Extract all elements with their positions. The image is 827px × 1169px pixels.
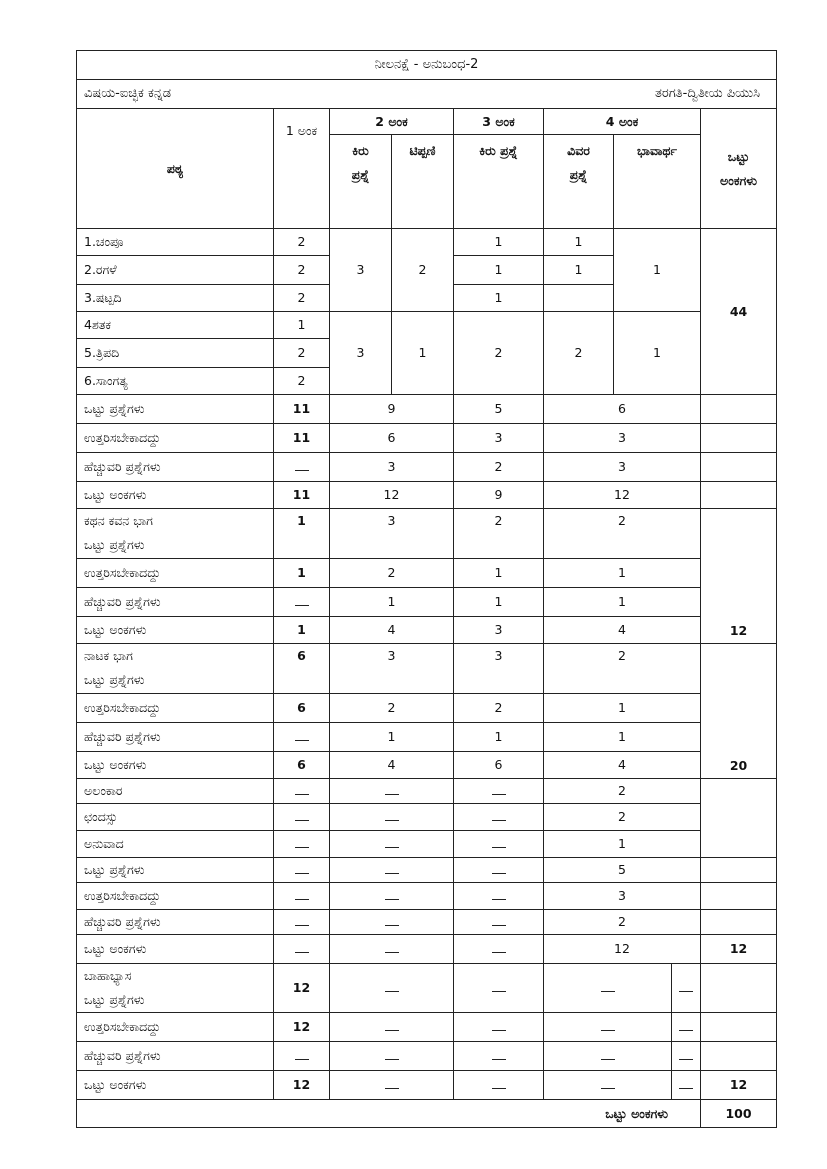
summary-label: ಹೆಚ್ಚುವರಿ ಪ್ರಶ್ನೆಗಳು: [77, 910, 274, 935]
comprehension-total-cell: 12: [701, 1071, 777, 1100]
one-mark-cell: 2: [274, 256, 330, 285]
two-mark-note-cell: 1: [392, 312, 454, 395]
lesson-name: 2.ರಗಳೆ: [77, 256, 274, 285]
extra-cell: [672, 1071, 701, 1100]
four-mark-cell: 1: [544, 694, 701, 723]
three-mark-cell: 1: [454, 588, 544, 617]
three-mark-cell: [454, 910, 544, 935]
summary-label: ಒಟ್ಟು ಅಂಕಗಳು: [77, 752, 274, 779]
three-mark-cell: 3: [454, 644, 544, 694]
lesson-header: ಪಠ್ಯ: [77, 109, 274, 229]
section-sub: ಒಟ್ಟು ಪ್ರಶ್ನೆಗಳು: [84, 672, 145, 687]
two-mark-cell: 4: [330, 617, 454, 644]
four-mark-cell: [544, 964, 672, 1013]
summary-label: ಒಟ್ಟು ಅಂಕಗಳು: [77, 935, 274, 964]
four-mark-cell: 1: [544, 559, 701, 588]
four-mark-cell: [544, 1042, 672, 1071]
three-mark-cell: [454, 1071, 544, 1100]
grammar-label: ಛಂದಸ್ಸು: [77, 804, 274, 831]
section-title: ನಾಟಕ ಭಾಗ: [84, 648, 133, 663]
dash-mark: [492, 810, 506, 821]
one-mark-cell: 2: [274, 368, 330, 395]
one-mark-cell: 12: [274, 1013, 330, 1042]
four-mark-cell: 3: [544, 883, 701, 910]
summary-label: ಒಟ್ಟು ಅಂಕಗಳು: [77, 1071, 274, 1100]
three-mark-cell: 1: [454, 229, 544, 256]
one-mark-cell: 6: [274, 752, 330, 779]
three-mark-cell: [454, 804, 544, 831]
one-mark-cell: 1: [274, 312, 330, 339]
dash-mark: [385, 889, 399, 900]
one-mark-cell: 2: [274, 285, 330, 312]
grand-total-value: 100: [701, 1100, 777, 1128]
three-mark-cell: [454, 883, 544, 910]
dash-mark: [295, 595, 309, 606]
four-mark-cell: 1: [544, 588, 701, 617]
one-mark-cell: 1: [274, 509, 330, 559]
summary-label: ಉತ್ತರಿಸಬೇಕಾದದ್ದು: [77, 559, 274, 588]
drama-total-cell: 20: [701, 644, 777, 779]
two-mark-cell: [330, 779, 454, 804]
dash-mark: [385, 810, 399, 821]
dash-mark: [679, 981, 693, 992]
four-mark-cell: [544, 1071, 672, 1100]
three-mark-cell: 1: [454, 256, 544, 285]
two-mark-cell: 1: [330, 588, 454, 617]
three-mark-cell: 2: [454, 509, 544, 559]
class-label: ತರಗತಿ-ದ್ವಿತೀಯ ಪಿಯುಸಿ: [654, 86, 761, 101]
summary-label: ಉತ್ತರಿಸಬೇಕಾದದ್ದು: [77, 424, 274, 453]
four-mark-cell: [544, 1013, 672, 1042]
section-title: ಬಾಹಾಭ್ಯಾಸ: [84, 968, 132, 983]
total-cell: [701, 482, 777, 509]
section-sub: ಒಟ್ಟು ಪ್ರಶ್ನೆಗಳು: [84, 992, 145, 1007]
grammar-total-cell: 12: [701, 935, 777, 964]
meaning-cell: 1: [614, 312, 701, 395]
page-title: ನೀಲನಕ್ಷೆ - ಅನುಬಂಧ-2: [77, 51, 777, 80]
dash-mark: [492, 915, 506, 926]
extra-cell: [672, 1042, 701, 1071]
summary-label: ಒಟ್ಟು ಪ್ರಶ್ನೆಗಳು: [77, 395, 274, 424]
one-mark-cell: 6: [274, 644, 330, 694]
two-mark-cell: [330, 1071, 454, 1100]
detail-line2: ಪ್ರಶ್ನೆ: [569, 167, 588, 182]
one-mark-cell: 1: [274, 559, 330, 588]
short-question-3-header: ಕಿರು ಪ್ರಶ್ನೆ: [454, 135, 544, 229]
one-mark-cell: [274, 1042, 330, 1071]
lesson-name: 6.ಸಾಂಗತ್ಯ: [77, 368, 274, 395]
four-mark-cell: 6: [544, 395, 701, 424]
dash-mark: [385, 981, 399, 992]
four-mark-cell: 12: [544, 482, 701, 509]
section-sub: ಒಟ್ಟು ಪ್ರಶ್ನೆಗಳು: [84, 537, 145, 552]
one-mark-header: 1 ಅಂಕ: [274, 109, 330, 229]
four-mark-cell: 5: [544, 858, 701, 883]
meaning-header: ಭಾವಾರ್ಥ: [614, 135, 701, 229]
dash-mark: [385, 915, 399, 926]
total-cell: [701, 883, 777, 910]
summary-label: ಒಟ್ಟು ಅಂಕಗಳು: [77, 482, 274, 509]
dash-mark: [679, 1020, 693, 1031]
two-mark-cell: 4: [330, 752, 454, 779]
two-mark-cell: 3: [330, 509, 454, 559]
dash-mark: [492, 863, 506, 874]
four-mark-cell: 3: [544, 424, 701, 453]
dash-mark: [492, 1078, 506, 1089]
dash-mark: [601, 1049, 615, 1060]
three-mark-header: 3 ಅಂಕ: [454, 109, 544, 135]
summary-label: ಒಟ್ಟು ಪ್ರಶ್ನೆಗಳು: [77, 858, 274, 883]
total-cell: [701, 1042, 777, 1071]
dash-mark: [492, 1049, 506, 1060]
two-mark-cell: [330, 831, 454, 858]
four-mark-cell: 4: [544, 752, 701, 779]
one-mark-cell: 11: [274, 395, 330, 424]
lesson-name: 4ಶತಕ: [77, 312, 274, 339]
two-mark-cell: [330, 964, 454, 1013]
detail-cell: 1: [544, 229, 614, 256]
four-mark-cell: 12: [544, 935, 701, 964]
four-mark-cell: 1: [544, 831, 701, 858]
summary-label: ಉತ್ತರಿಸಬೇಕಾದದ್ದು: [77, 694, 274, 723]
dash-mark: [295, 460, 309, 471]
section-label: [77, 509, 274, 559]
lesson-name: 1.ಚಂಪೂ: [77, 229, 274, 256]
one-mark-cell: 6: [274, 694, 330, 723]
section-title: ಕಥನ ಕವನ ಭಾಗ: [84, 513, 153, 528]
dash-mark: [295, 1049, 309, 1060]
one-mark-cell: [274, 910, 330, 935]
dash-mark: [295, 730, 309, 741]
dash-mark: [385, 942, 399, 953]
two-mark-cell: 6: [330, 424, 454, 453]
three-mark-cell: 1: [454, 723, 544, 752]
dash-mark: [385, 1020, 399, 1031]
four-mark-cell: 2: [544, 779, 701, 804]
four-mark-cell: 1: [544, 723, 701, 752]
total-cell: [701, 424, 777, 453]
three-mark-cell: [454, 831, 544, 858]
section-label: [77, 964, 274, 1013]
dash-mark: [295, 942, 309, 953]
total-cell: [701, 910, 777, 935]
dash-mark: [492, 837, 506, 848]
three-mark-cell: [454, 935, 544, 964]
four-mark-cell: 2: [544, 910, 701, 935]
detail-cell: 1: [544, 256, 614, 285]
two-mark-cell: 12: [330, 482, 454, 509]
one-mark-cell: [274, 935, 330, 964]
short-question-line1: ಕಿರು: [352, 143, 369, 158]
summary-label: ಹೆಚ್ಚುವರಿ ಪ್ರಶ್ನೆಗಳು: [77, 588, 274, 617]
two-mark-cell: 9: [330, 395, 454, 424]
one-mark-cell: [274, 779, 330, 804]
three-mark-cell: 1: [454, 285, 544, 312]
story-total-cell: 12: [701, 509, 777, 644]
four-mark-header: 4 ಅಂಕ: [544, 109, 701, 135]
dash-mark: [492, 942, 506, 953]
four-mark-cell: 3: [544, 453, 701, 482]
one-mark-cell: [274, 883, 330, 910]
total-header: [701, 109, 777, 229]
short-question-header: [330, 135, 392, 229]
dash-mark: [679, 1078, 693, 1089]
total-cell: [701, 858, 777, 883]
blueprint-sheet: [76, 50, 776, 1128]
one-mark-cell: 12: [274, 1071, 330, 1100]
two-mark-header: 2 ಅಂಕ: [330, 109, 454, 135]
total-cell: [701, 453, 777, 482]
summary-label: ಉತ್ತರಿಸಬೇಕಾದದ್ದು: [77, 1013, 274, 1042]
summary-label: ಒಟ್ಟು ಅಂಕಗಳು: [77, 617, 274, 644]
short-question-line2: ಪ್ರಶ್ನೆ: [351, 167, 370, 182]
two-mark-cell: 2: [330, 559, 454, 588]
two-mark-note-cell: 2: [392, 229, 454, 312]
one-mark-cell: [274, 453, 330, 482]
total-cell: [701, 395, 777, 424]
total-cell: [701, 1013, 777, 1042]
summary-label: ಹೆಚ್ಚುವರಿ ಪ್ರಶ್ನೆಗಳು: [77, 1042, 274, 1071]
total-header-line1: ಒಟ್ಟು: [727, 148, 750, 164]
three-mark-cell: [454, 1042, 544, 1071]
blueprint-table: [76, 50, 777, 1128]
three-mark-cell: 3: [454, 424, 544, 453]
one-mark-cell: 11: [274, 424, 330, 453]
three-mark-cell: 9: [454, 482, 544, 509]
dash-mark: [295, 915, 309, 926]
dash-mark: [295, 889, 309, 900]
two-mark-cell: 2: [330, 694, 454, 723]
two-mark-cell: [330, 858, 454, 883]
detail-line1: ವಿವರ: [567, 143, 590, 158]
two-mark-cell: [330, 804, 454, 831]
four-mark-cell: 2: [544, 509, 701, 559]
summary-label: ಉತ್ತರಿಸಬೇಕಾದದ್ದು: [77, 883, 274, 910]
one-mark-cell: [274, 858, 330, 883]
three-mark-cell: [454, 779, 544, 804]
summary-label: ಹೆಚ್ಚುವರಿ ಪ್ರಶ್ನೆಗಳು: [77, 723, 274, 752]
dash-mark: [492, 981, 506, 992]
detail-question-header: [544, 135, 614, 229]
two-mark-short-cell: 3: [330, 312, 392, 395]
grammar-label: ಅನುವಾದ: [77, 831, 274, 858]
dash-mark: [385, 1078, 399, 1089]
three-mark-cell: 5: [454, 395, 544, 424]
three-mark-cell: 3: [454, 617, 544, 644]
one-mark-cell: [274, 831, 330, 858]
summary-label: ಹೆಚ್ಚುವರಿ ಪ್ರಶ್ನೆಗಳು: [77, 453, 274, 482]
three-mark-cell: 1: [454, 559, 544, 588]
two-mark-cell: [330, 1042, 454, 1071]
dash-mark: [295, 863, 309, 874]
extra-cell: [672, 964, 701, 1013]
three-mark-cell: 2: [454, 694, 544, 723]
lesson-name: 3.ಷಟ್ಪದಿ: [77, 285, 274, 312]
one-mark-cell: 12: [274, 964, 330, 1013]
dash-mark: [492, 889, 506, 900]
grand-total-label: ಒಟ್ಟು ಅಂಕಗಳು: [77, 1100, 701, 1128]
extra-cell: [672, 1013, 701, 1042]
three-mark-cell: [454, 1013, 544, 1042]
dash-mark: [492, 1020, 506, 1031]
dash-mark: [295, 810, 309, 821]
two-mark-cell: 3: [330, 453, 454, 482]
three-mark-cell: [454, 858, 544, 883]
lessons-total-cell: 44: [701, 229, 777, 395]
dash-mark: [385, 837, 399, 848]
dash-mark: [601, 981, 615, 992]
meaning-cell: 1: [614, 229, 701, 312]
total-header-line2: ಅಂಕಗಳು: [720, 172, 757, 188]
dash-mark: [295, 784, 309, 795]
subject-label: ವಿಷಯ-ಐಚ್ಛಿಕ ಕನ್ನಡ: [84, 86, 172, 101]
dash-mark: [385, 784, 399, 795]
two-mark-cell: [330, 1013, 454, 1042]
two-mark-cell: [330, 910, 454, 935]
dash-mark: [601, 1078, 615, 1089]
one-mark-cell: 2: [274, 229, 330, 256]
four-mark-cell: 4: [544, 617, 701, 644]
note-header: ಟಿಪ್ಪಣಿ: [392, 135, 454, 229]
dash-mark: [679, 1049, 693, 1060]
two-mark-cell: 3: [330, 644, 454, 694]
dash-mark: [601, 1020, 615, 1031]
one-mark-cell: 2: [274, 339, 330, 368]
detail-cell: [544, 285, 614, 312]
one-mark-cell: [274, 804, 330, 831]
four-mark-cell: 2: [544, 644, 701, 694]
one-mark-cell: 11: [274, 482, 330, 509]
two-mark-cell: 1: [330, 723, 454, 752]
two-mark-cell: [330, 883, 454, 910]
section-label: [77, 644, 274, 694]
dash-mark: [385, 863, 399, 874]
detail-cell: 2: [544, 312, 614, 395]
three-mark-cell: 2: [454, 312, 544, 395]
dash-mark: [385, 1049, 399, 1060]
subject-row: [77, 80, 777, 109]
total-cell: [701, 964, 777, 1013]
one-mark-cell: [274, 588, 330, 617]
three-mark-cell: 2: [454, 453, 544, 482]
total-cell: [701, 779, 777, 858]
dash-mark: [492, 784, 506, 795]
one-mark-cell: 1: [274, 617, 330, 644]
two-mark-cell: [330, 935, 454, 964]
three-mark-cell: 6: [454, 752, 544, 779]
three-mark-cell: [454, 964, 544, 1013]
four-mark-cell: 2: [544, 804, 701, 831]
grammar-label: ಅಲಂಕಾರ: [77, 779, 274, 804]
one-mark-cell: [274, 723, 330, 752]
two-mark-short-cell: 3: [330, 229, 392, 312]
lesson-name: 5.ತ್ರಿಪದಿ: [77, 339, 274, 368]
dash-mark: [295, 837, 309, 848]
